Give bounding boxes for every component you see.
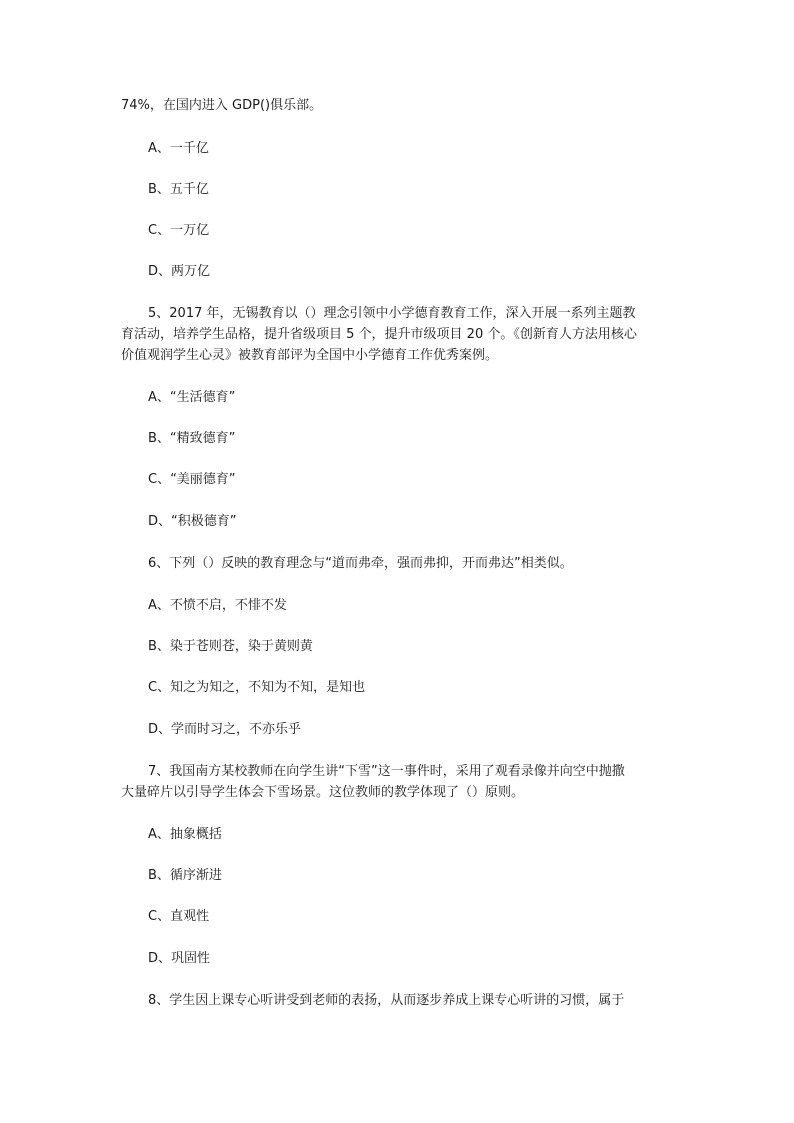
- question-6-option-b: B、染于苍则苍，染于黄则黄: [148, 639, 313, 654]
- question-7-line-1: 7、我国南方某校教师在向学生讲“下雪”这一事件时，采用了观看录像并向空中抛撒: [148, 764, 625, 779]
- question-8-line-1: 8、学生因上课专心听讲受到老师的表扬，从而逐步养成上课专心听讲的习惯，属于: [148, 993, 625, 1008]
- question-5-line-3: 价值观润学生心灵》被教育部评为全国中小学德育工作优秀案例。: [121, 348, 499, 363]
- question-7-option-a: A、抽象概括: [148, 827, 222, 842]
- question-5-option-b: B、“精致德育”: [148, 431, 236, 446]
- question-5-line-2: 育活动，培养学生品格，提升省级项目 5 个，提升市级项目 20 个。《创新育人方法用核心: [121, 327, 637, 342]
- question-7-option-c: C、直观性: [148, 909, 210, 924]
- question-5-line-1: 5、2017 年，无锡教育以（）理念引领中小学德育教育工作，深入开展一系列主题教: [148, 306, 636, 321]
- question-4-tail: 74%，在国内进入 GDP()俱乐部。: [121, 98, 323, 113]
- question-5-option-d: D、“积极德育”: [148, 514, 237, 529]
- question-7-option-d: D、巩固性: [148, 951, 211, 966]
- question-6-option-a: A、不愤不启，不悱不发: [148, 598, 287, 613]
- question-5-option-c: C、“美丽德育”: [148, 472, 236, 487]
- question-7-line-2: 大量碎片以引导学生体会下雪场景。这位教师的教学体现了（）原则。: [121, 785, 525, 800]
- question-6-option-d: D、学而时习之，不亦乐乎: [148, 722, 302, 737]
- question-6-option-c: C、知之为知之，不知为不知，是知也: [148, 680, 366, 695]
- question-4-option-b: B、五千亿: [148, 182, 209, 197]
- question-6-line-1: 6、下列（）反映的教育理念与“道而弗牵，强而弗抑，开而弗达”相类似。: [148, 556, 573, 571]
- question-5-option-a: A、“生活德育”: [148, 390, 236, 405]
- question-4-option-c: C、一万亿: [148, 223, 210, 238]
- question-7-option-b: B、循序渐进: [148, 868, 222, 883]
- question-4-option-d: D、两万亿: [148, 264, 211, 279]
- question-4-option-a: A、一千亿: [148, 141, 209, 156]
